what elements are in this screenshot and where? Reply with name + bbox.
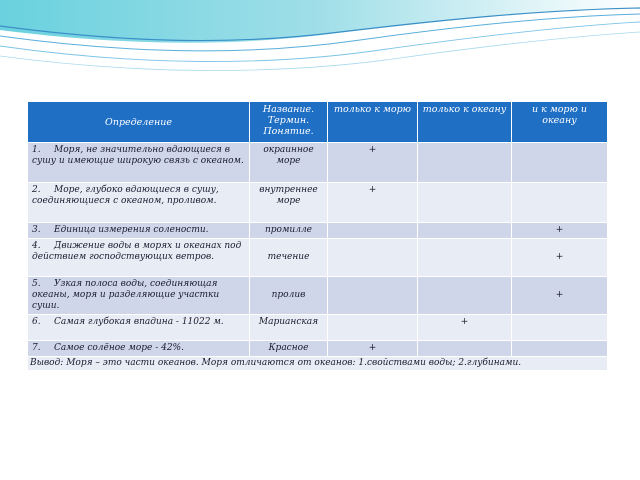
definition-text: Самое солёное море - 42%. xyxy=(54,343,184,353)
term-cell: течение xyxy=(250,239,328,277)
term-cell: Красное xyxy=(250,341,328,357)
sea-and-ocean-cell xyxy=(512,183,608,223)
row-number: 3. xyxy=(32,225,41,235)
definition-text: Узкая полоса воды, соединяющая океаны, моря и разделяющие участки суши. xyxy=(32,279,220,311)
only-ocean-cell xyxy=(418,143,512,183)
table-row xyxy=(28,239,608,277)
only-ocean-cell xyxy=(418,239,512,277)
term-cell: пролив xyxy=(250,277,328,315)
only-sea-cell: + xyxy=(328,341,418,357)
row-number: 7. xyxy=(32,343,41,353)
row-number: 2. xyxy=(32,185,41,195)
table-row xyxy=(28,315,608,341)
conclusion-text: Вывод: Моря – это части океанов. Моря отличаются от океанов: 1.свойствами воды; 2.глубинами. xyxy=(28,357,608,371)
definition-cell xyxy=(28,277,250,315)
header-definition: Определение xyxy=(28,102,250,143)
row-number: 1. xyxy=(32,145,41,155)
sea-and-ocean-cell xyxy=(512,341,608,357)
row-number: 4. xyxy=(32,241,41,251)
definition-text: Самая глубокая впадина - 11022 м. xyxy=(54,317,224,327)
definition-cell xyxy=(28,223,250,239)
only-sea-cell xyxy=(328,277,418,315)
table-row xyxy=(28,143,608,183)
header-row xyxy=(28,102,608,143)
header-name: Название. Термин. Понятие. xyxy=(250,102,328,143)
definition-cell xyxy=(28,341,250,357)
sea-and-ocean-cell xyxy=(512,143,608,183)
decorative-waves xyxy=(0,0,640,90)
only-sea-cell xyxy=(328,239,418,277)
table-row xyxy=(28,223,608,239)
table-row xyxy=(28,183,608,223)
only-ocean-cell: + xyxy=(418,315,512,341)
definition-text: Единица измерения солености. xyxy=(54,225,209,235)
definition-cell xyxy=(28,183,250,223)
sea-and-ocean-cell xyxy=(512,315,608,341)
term-cell: окраинное море xyxy=(250,143,328,183)
sea-and-ocean-cell: + xyxy=(512,223,608,239)
only-sea-cell: + xyxy=(328,143,418,183)
only-ocean-cell xyxy=(418,223,512,239)
only-sea-cell: + xyxy=(328,183,418,223)
only-ocean-cell xyxy=(418,277,512,315)
table-row xyxy=(28,341,608,357)
definition-text: Моря, не значительно вдающиеся в сушу и имеющие широкую связь с океаном. xyxy=(32,145,244,166)
only-ocean-cell xyxy=(418,341,512,357)
definition-cell xyxy=(28,239,250,277)
seas-table xyxy=(27,101,608,371)
only-ocean-cell xyxy=(418,183,512,223)
sea-and-ocean-cell: + xyxy=(512,239,608,277)
table-row xyxy=(28,277,608,315)
header-only-sea: только к морю xyxy=(328,102,418,143)
header-sea-and-ocean: и к морю и океану xyxy=(512,102,608,143)
term-cell: Марианская xyxy=(250,315,328,341)
term-cell: промилле xyxy=(250,223,328,239)
header-only-ocean: только к океану xyxy=(418,102,512,143)
term-cell: внутреннее море xyxy=(250,183,328,223)
definition-cell xyxy=(28,143,250,183)
definition-text: Движение воды в морях и океанах под действием господствующих ветров. xyxy=(32,241,242,262)
sea-and-ocean-cell: + xyxy=(512,277,608,315)
only-sea-cell xyxy=(328,223,418,239)
conclusion-row xyxy=(28,357,608,371)
definition-cell xyxy=(28,315,250,341)
row-number: 6. xyxy=(32,317,41,327)
only-sea-cell xyxy=(328,315,418,341)
definition-text: Море, глубоко вдающиеся в сушу, соединяющиеся с океаном, проливом. xyxy=(32,185,219,206)
row-number: 5. xyxy=(32,279,41,289)
